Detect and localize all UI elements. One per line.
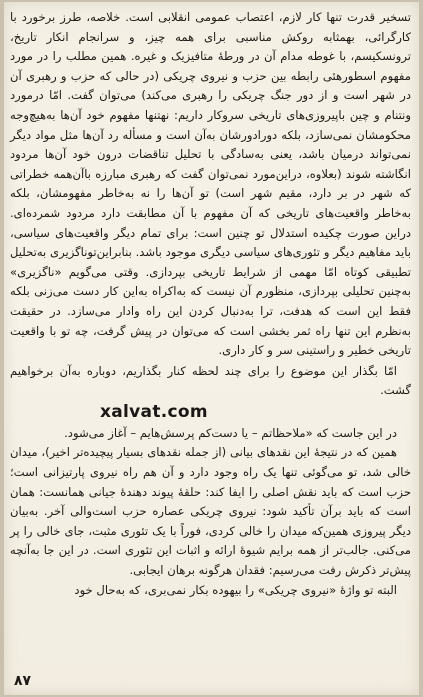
paragraph-4: همین که در نتیجهٔ این نقدهای بیانی (از جمله نقدهای بسیار پیچیده‌تر اخیر)، میدان خالی شد، تو می‌گوئی تنها یک راه وجود دارد و آن هم راه نیروی پارتیزانی است؛ حزب است که باید نقش اصلی را ایفا کند: حلقهٔ پیوند دهندهٔ جیانی همانست: همان است که باید برآن تأکید شود: نیروی چریکی عصاره حزب است‌والی آخر. به‌بیان دیگر پیروزی همین‌که میدان را خالی کردی، فوراً با یک تئوری مثبت، جای خالی را پر می‌کنی. جالب‌تر از همه برایم شیوهٔ ارائه و اثبات این تئوری است. در این جا به‌آنچه پیش‌تر ذکرش رفت می‌رسیم: فقدان هرگونه برهان ایجابی. bbox=[10, 445, 411, 578]
watermark-url: xalvat.com bbox=[100, 401, 208, 422]
page-number: ۸۷ bbox=[14, 673, 32, 689]
paragraph-1: تسخیر قدرت تنها کار لازم، اعتصاب عمومی انقلابی است. خلاصه، طرز برخورد با کارگرائی، بهمثابه روکش مناسبی برای همه چیز، و سرانجام انکار تاریخ، ترونسکیسم، با غوطه مدام آن در ورطهٔ متافیزیک و غیره. همین مطلب را در مورد مفهوم اسطورهئی رابطه بین حزب و نیروی چریکی (در حالی که حزب و رهبری آن در شهر است و از دور جنگ چریکی را رهبری می‌کند) می‌توان گفت. امّا درمورد ونتنام و چین باپیروزی‌های تاریخی سروکار داریم: نهتنها مفهوم خود آن‌ها به‌هیچ‌وجه محکومشان نمی‌سازد، بلکه دورادورشان به‌آن است و مسأله رد آن‌ها مثل مواد دیگر نمی‌تواند درمیان باشد، یعنی به‌سادگی با تحلیل تناقضات درون خود آن‌ها مردود انگاشته شوند (بعلاوه، دراین‌مورد نمی‌توان گفت که رهبری مبارزه باآن‌همه خطراتی که شهر در بر دارد، مقیم شهر است) تو آن‌ها را نه به‌خاطر مفهومشان، بلکه به‌خاطر واقعیت‌های تاریخی که آن مفهوم با آن مطابقت دارد مردود شمرده‌ای. دراین صورت چکیده استدلال تو چنین است: برای تمام دیگر واقعیت‌های سیاسی، باید مفاهیم دیگر و تئوری‌های سیاسی دیگری موجود باشد. بنابراین‌تونا‌گزیری به‌تحلیل تطبیقی کوتاه امّا مهمی از شرایط تاریخی بپردازی. وقتی می‌گویم «ناگزیری» به‌چنین تحلیلی بپردازی، منظورم آن نیست که به‌اکراه به‌این کار دست می‌زنی بلکه فقط این است که هدفت، ترا به‌دنبال کردن این راه وادار می‌سازد. در حقیقت به‌نظرم این تنها راه ثمر بخشی است که می‌توان در پیش گرفت، چه تو با واقعیت تاریخی خطیر و راستینی سر و کار داری. bbox=[10, 10, 411, 358]
page-text-body bbox=[10, 8, 411, 600]
book-page bbox=[4, 2, 419, 695]
paragraph-3: در این جاست که «ملاحظاتم – یا دست‌کم پرسش‌هایم – آغاز می‌شود. bbox=[64, 425, 397, 440]
paragraph-5: البته تو واژهٔ «نیروی چریکی» را بیهوده بکار نمی‌بری، که به‌حال خود bbox=[74, 582, 397, 597]
paragraph-2: امّا بگذار این موضوع را برای چند لحظه کنار بگذاریم، دوباره به‌آن برخواهیم گشت. bbox=[10, 363, 411, 398]
